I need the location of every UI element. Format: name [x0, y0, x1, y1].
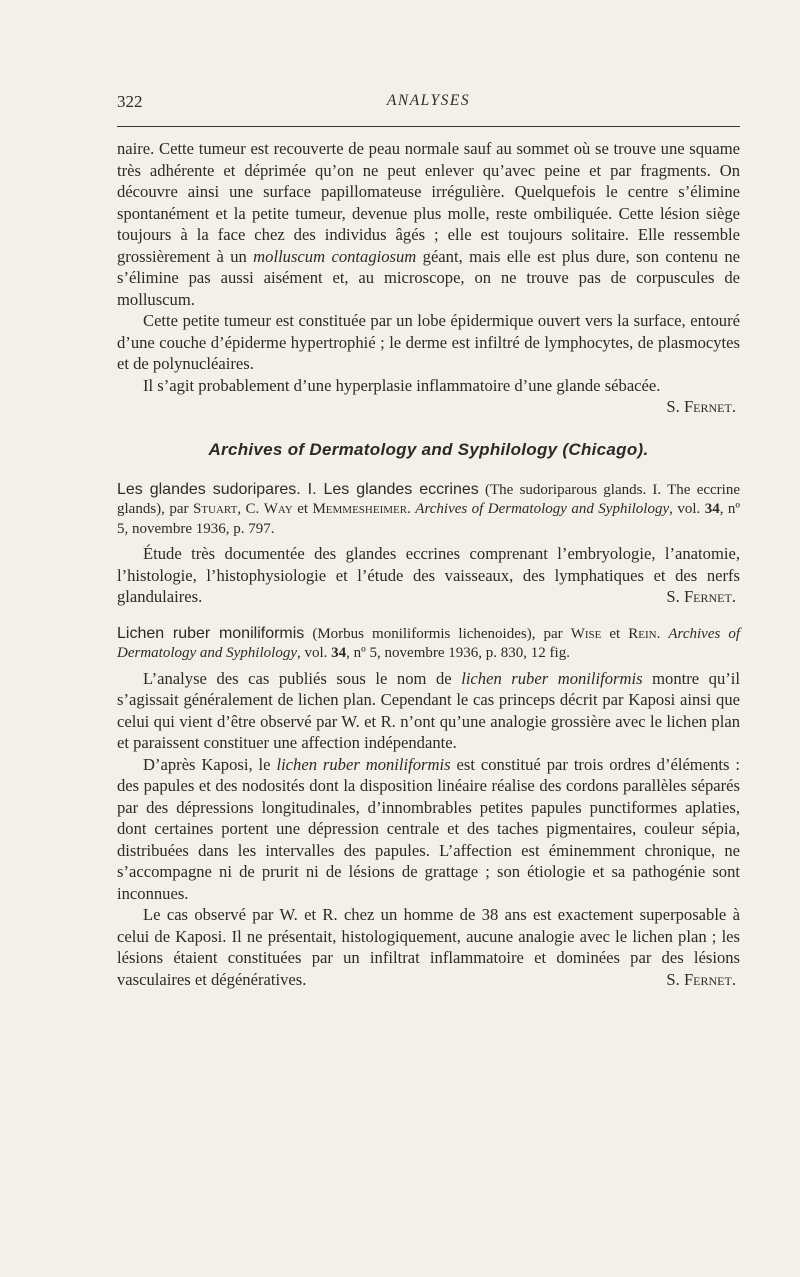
paragraph: Le cas observé par W. et R. chez un homme de 38 ans est exactement superposable à celui de Kaposi. Il ne présentait, histologiquement, aucune analogie avec le lichen plan ; les lésions étaient constituées par un infiltrat inflammatoire et dominées par des lésions vasculaires et dégénératives. S. Fernet. — [117, 905, 740, 989]
page-number: 322 — [117, 92, 143, 111]
paragraph: Étude très documentée des glandes eccrines comprenant l’embryologie, l’anatomie, l’histologie, l’histophysiologie et l’étude des vaisseaux, des lymphatiques et des nerfs glandulaires. S. Fernet. — [117, 544, 740, 606]
paragraph: Cette petite tumeur est constituée par un lobe épidermique ouvert vers la surface, entouré d’une couche d’épiderme hypertrophié ; le derme est infiltré de lymphocytes, de plasmocytes et de polynucléaires. — [117, 311, 740, 373]
paragraph: L’analyse des cas publiés sous le nom de lichen ruber moniliformis montre qu’il s’agissait généralement de lichen plan. Cependant le cas princeps décrit par Kaposi ainsi que celui qui vient d’être observé par W. et R. n’ont qu’une analogie grossière avec le lichen plan et paraissent constituer une affection indépendante. — [117, 668, 741, 752]
signature: S. Fernet. — [666, 397, 736, 416]
header-rule — [117, 126, 740, 127]
entry-heading: Les glandes sudoripares. I. Les glandes eccrines (The sudoriparous glands. I. The eccrine glands), par Stuart, C. Way et Memmesheimer. Archives of Dermatology and Syphilology, vol. 34, nº 5, novembre 1936, p. 797. — [117, 480, 741, 537]
journal-heading: Archives of Dermatology and Syphilology (Chicago). — [208, 439, 649, 459]
paragraph: D’après Kaposi, le lichen ruber moniliformis est constitué par trois ordres d’éléments : des papules et des nodosités dont la disposition linéaire réalise des cordons parallèles séparés par des dépressions longitudinales, d’innombrables petites papules punctiformes aplaties, dont certaines portent une dépression centrale et des taches pigmentaires, couleur sépia, distribuées dans les intervalles des papules. L’affection est éminemment chronique, ne s’accompagne ni de prurit ni de lésions de grattage ; son étiologie et sa pathogénie sont inconnues. — [117, 754, 740, 903]
paragraph: Il s’agit probablement d’une hyperplasie inflammatoire d’une glande sébacée. S. Fernet. — [117, 375, 740, 418]
entry-title: Lichen ruber moniliformis — [117, 624, 305, 642]
signature: S. Fernet. — [666, 969, 736, 989]
entry-heading: Lichen ruber moniliformis (Morbus moniliformis lichenoides), par Wise et Rein. Archives of Dermatology and Syphilology, vol. 34, nº 5, novembre 1936, p. 830, 12 fig. — [117, 624, 741, 661]
entry-title: Les glandes sudoripares. I. Les glandes eccrines — [117, 480, 479, 498]
signature: S. Fernet. — [666, 587, 736, 606]
paragraph: naire. Cette tumeur est recouverte de peau normale sauf au sommet où se trouve une squame très adhérente et déprimée qu’on ne peut enlever qu’avec peine et par fragments. On découvre ainsi une surface papillomateuse irrégulière. Quelquefois le centre s’élimine spontanément et la petite tumeur, devenue plus molle, reste ombiliquée. Cette lésion siège toujours à la face chez des individus âgés ; elle est toujours solitaire. Elle ressemble grossièrement à un molluscum contagiosum géant, mais elle est plus dure, son contenu ne s’élimine pas aussi aisément et, au microscope, on ne trouve pas de corpuscules de molluscum. — [117, 139, 740, 309]
page-header — [117, 92, 740, 118]
running-title: ANALYSES — [386, 92, 471, 109]
page-content — [117, 138, 740, 990]
